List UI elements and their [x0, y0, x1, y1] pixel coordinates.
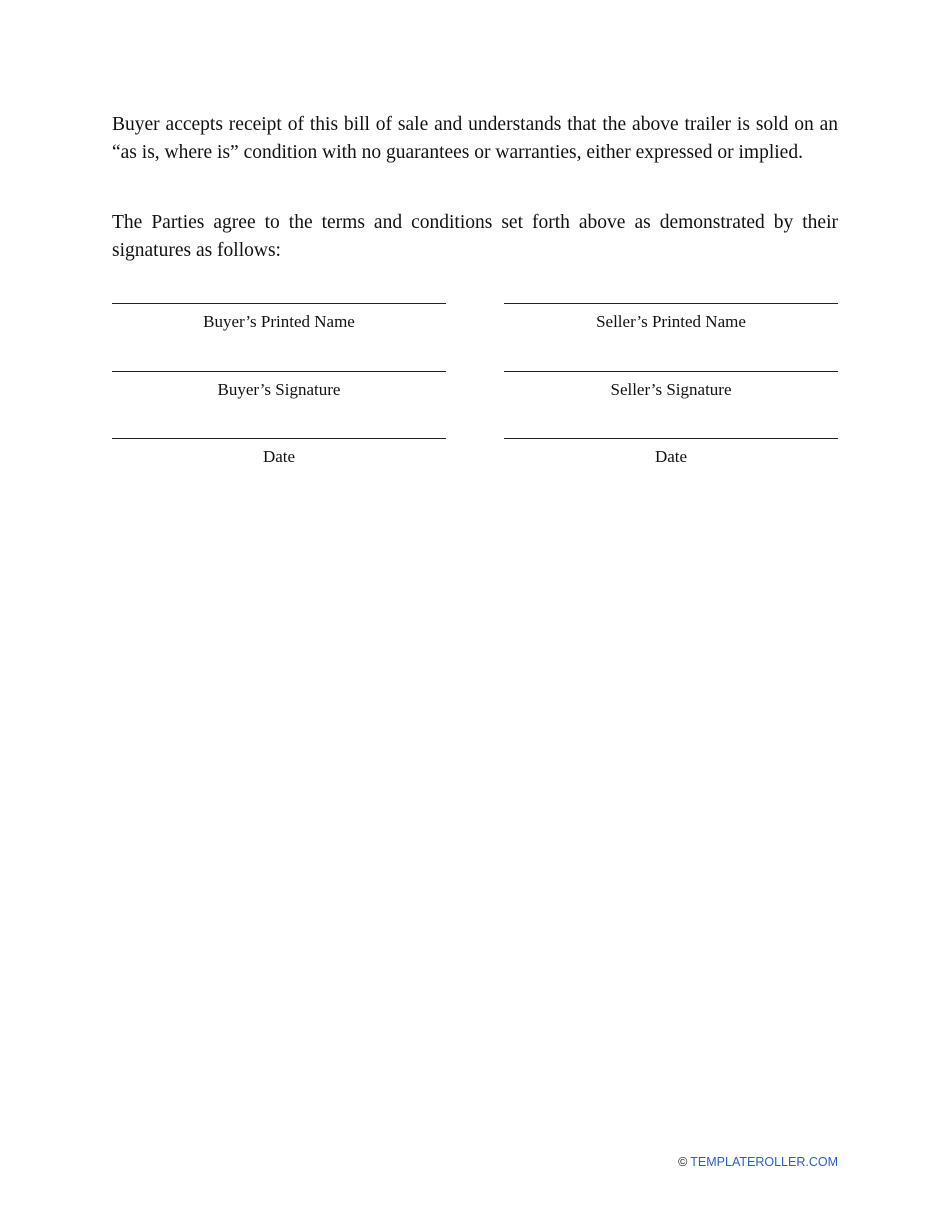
- templateroller-link[interactable]: TEMPLATEROLLER.COM: [690, 1155, 838, 1169]
- agreement-paragraph: The Parties agree to the terms and conditions set forth above as demonstrated by their signatures as follows:: [112, 212, 838, 261]
- printed-name-row: [112, 303, 838, 353]
- signature-row: [112, 371, 838, 421]
- seller-printed-name-line: [504, 303, 838, 304]
- buyer-date-field: [112, 438, 446, 467]
- seller-date-label: Date: [654, 447, 688, 466]
- footer-credit: [678, 1154, 838, 1170]
- seller-date-line: [504, 438, 838, 439]
- seller-printed-name-label: Seller’s Printed Name: [596, 312, 746, 331]
- buyer-signature-field: [112, 371, 446, 400]
- buyer-signature-label: Buyer’s Signature: [217, 380, 341, 399]
- buyer-signature-line: [112, 371, 446, 372]
- buyer-printed-name-label: Buyer’s Printed Name: [203, 312, 355, 331]
- buyer-date-label: Date: [262, 447, 296, 466]
- buyer-printed-name-field: [112, 303, 446, 332]
- date-row: [112, 438, 838, 488]
- acceptance-paragraph: Buyer accepts receipt of this bill of sale and understands that the above trailer is sold on an “as is, where is” condition with no guarantees or warranties, either expressed or implied.: [112, 114, 838, 163]
- seller-printed-name-field: [504, 303, 838, 332]
- seller-signature-line: [504, 371, 838, 372]
- seller-signature-label: Seller’s Signature: [610, 380, 732, 399]
- seller-date-field: [504, 438, 838, 467]
- seller-signature-field: [504, 371, 838, 400]
- buyer-printed-name-line: [112, 303, 446, 304]
- copyright-icon: ©: [678, 1155, 688, 1169]
- buyer-date-line: [112, 438, 446, 439]
